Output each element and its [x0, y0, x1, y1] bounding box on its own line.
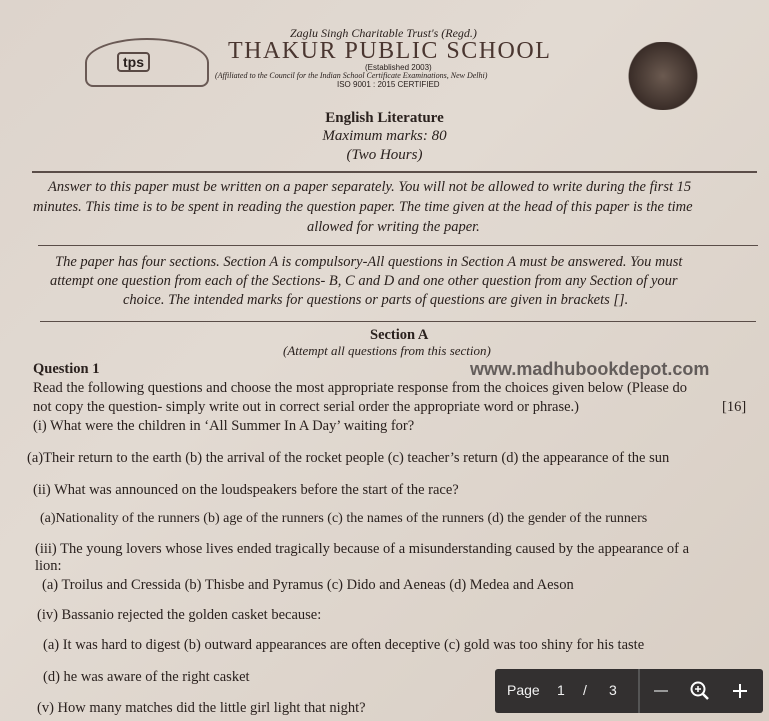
- divider: [38, 245, 758, 246]
- max-marks: Maximum marks: 80: [322, 128, 447, 144]
- trust-name: Zaglu Singh Charitable Trust's (Regd.): [290, 26, 477, 40]
- question-line: (ii) What was announced on the loudspeakers before the start of the race?: [33, 482, 459, 498]
- page-label: Page: [507, 682, 540, 698]
- affiliation: (Affiliated to the Council for the Indian School Certificate Examinations, New Delhi): [215, 71, 488, 80]
- total-pages: 3: [609, 682, 617, 698]
- zoom-icon: [686, 677, 714, 705]
- question-options: (a)Nationality of the runners (b) age of the runners (c) the names of the runners (d) the gender of the runners: [40, 511, 648, 526]
- question-line: (iv) Bassanio rejected the golden casket because:: [37, 607, 322, 623]
- instruction-line: minutes. This time is to be spent in reading the question paper. The time given at the head of this paper is the time: [33, 199, 693, 215]
- sections-note-line: attempt one question from each of the Sections- B, C and D and one other question from any Section of your: [50, 273, 678, 289]
- question-title: Question 1: [33, 361, 100, 377]
- question-marks: [16]: [722, 399, 747, 415]
- sections-note-line: The paper has four sections. Section A is compulsory-All questions in Section A must be answered. You must: [55, 254, 683, 270]
- pdf-viewer-toolbar: [495, 669, 763, 713]
- logo-text: tps: [117, 52, 150, 72]
- section-title: Section A: [370, 327, 429, 343]
- zoom-in-button[interactable]: [726, 677, 754, 705]
- instruction-line: allowed for writing the paper.: [307, 219, 480, 235]
- zoom-out-button[interactable]: [647, 677, 675, 705]
- divider: [32, 171, 757, 173]
- school-logo: [85, 38, 209, 87]
- section-subtitle: (Attempt all questions from this section): [283, 343, 491, 358]
- question-options: (a) It was hard to digest (b) outward appearances are often deceptive (c) gold was too shiny for his taste: [43, 637, 645, 653]
- question-intro: Read the following questions and choose the most appropriate response from the choices given below (Please do: [33, 380, 687, 396]
- current-page[interactable]: 1: [557, 682, 565, 698]
- question-line: lion:: [35, 558, 62, 574]
- question-options: (d) he was aware of the right casket: [43, 669, 250, 685]
- question-line: (v) How many matches did the little girl light that night?: [37, 700, 366, 716]
- plus-icon: [726, 677, 754, 705]
- subject: English Literature: [325, 110, 444, 126]
- zoom-fit-button[interactable]: [686, 677, 714, 705]
- duration: (Two Hours): [346, 147, 423, 163]
- instruction-line: Answer to this paper must be written on a paper separately. You will not be allowed to write during the first 15: [48, 179, 692, 195]
- sections-note-line: choice. The intended marks for questions or parts of questions are given in brackets [].: [123, 292, 629, 308]
- page-separator: /: [583, 682, 587, 698]
- school-crest: [618, 42, 708, 110]
- iso-cert: ISO 9001 : 2015 CERTIFIED: [337, 80, 440, 89]
- question-line: (i) What were the children in ‘All Summer In A Day’ waiting for?: [33, 418, 415, 434]
- divider: [40, 321, 756, 322]
- question-intro: not copy the question- simply write out in correct serial order the appropriate word or phrase.): [33, 399, 579, 415]
- question-options: (a)Their return to the earth (b) the arrival of the rocket people (c) teacher’s return (d) the appearance of the sun: [27, 450, 670, 466]
- school-name: THAKUR PUBLIC SCHOOL: [228, 38, 552, 64]
- question-options: (a) Troilus and Cressida (b) Thisbe and Pyramus (c) Dido and Aeneas (d) Medea and Aeson: [42, 577, 574, 593]
- minus-icon: [647, 677, 675, 705]
- question-line: (iii) The young lovers whose lives ended tragically because of a misunderstanding caused by the appearance of a: [35, 541, 690, 557]
- toolbar-divider: [638, 669, 640, 713]
- established: (Established 2003): [365, 63, 432, 72]
- watermark: www.madhubookdepot.com: [470, 359, 710, 379]
